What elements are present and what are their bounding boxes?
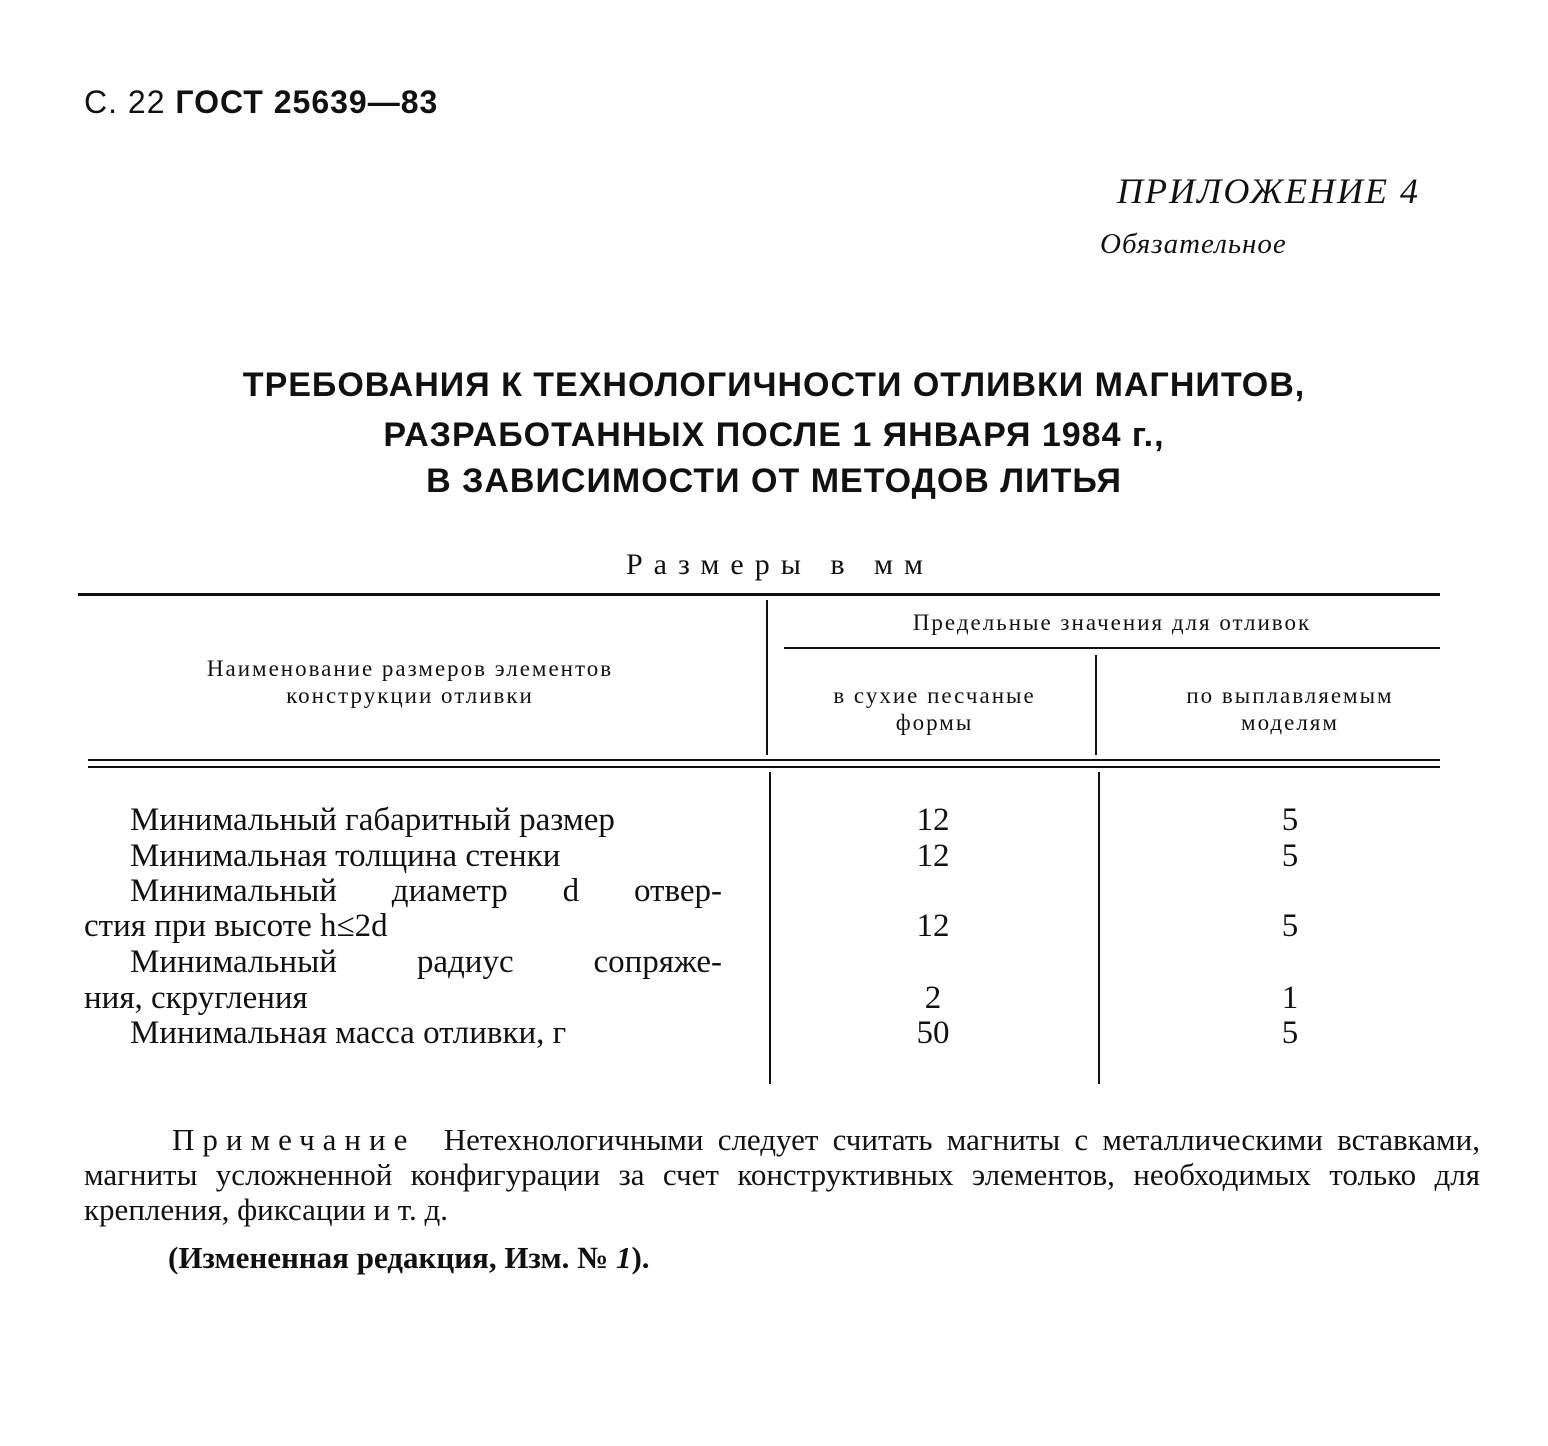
appendix-label: ПРИЛОЖЕНИЕ 4 bbox=[1117, 171, 1420, 211]
appendix-status: Обязательное bbox=[1100, 228, 1287, 260]
note-text: Нетехнологичными следует считать магниты с металлическими вставками, магниты усложненной конфигурации за счет конструктивных элементов, необходимых только для крепления, фиксации и т. д. bbox=[84, 1122, 1480, 1227]
row-1-sand: 12 bbox=[916, 802, 950, 838]
row-2-name: Минимальная толщина стенки bbox=[130, 838, 561, 874]
amendment-suffix: ). bbox=[631, 1240, 650, 1275]
row-4-name-line-1: Минимальный радиус сопряже- bbox=[130, 944, 722, 980]
row-5-name: Минимальная масса отливки, г bbox=[130, 1015, 567, 1051]
row-5-investment: 5 bbox=[1281, 1015, 1299, 1051]
row-2-investment: 5 bbox=[1281, 838, 1299, 874]
col-divider-2-body bbox=[1098, 772, 1100, 1084]
table-top-rule bbox=[78, 593, 1440, 596]
row-3-name-line-1: Минимальный диаметр d отвер- bbox=[130, 873, 722, 909]
amendment-note bbox=[168, 1240, 650, 1276]
col-sand-header: в сухие песчаные формы bbox=[833, 683, 1036, 735]
group-header: Предельные значения для отливок bbox=[912, 610, 1312, 635]
title-line-1: ТРЕБОВАНИЯ К ТЕХНОЛОГИЧНОСТИ ОТЛИВКИ МАГНИТОВ, bbox=[242, 366, 1306, 404]
header-bottom-rule-2 bbox=[88, 766, 1440, 768]
col-investment-header: по выплавляемым моделям bbox=[1186, 683, 1394, 735]
row-3-name-line-2: стия при высоте h≤2d bbox=[84, 908, 388, 944]
row-3-sand: 12 bbox=[916, 908, 950, 944]
row-3-investment: 5 bbox=[1281, 908, 1299, 944]
row-1-investment: 5 bbox=[1281, 802, 1299, 838]
page-header bbox=[84, 84, 438, 121]
col-name-header: Наименование размеров элементов конструкции отливки bbox=[206, 656, 614, 708]
group-header-rule bbox=[784, 647, 1440, 649]
amendment-number: 1 bbox=[615, 1240, 632, 1275]
note-label: Примечание bbox=[172, 1122, 416, 1157]
units-caption: Размеры в мм bbox=[626, 548, 935, 581]
row-5-sand: 50 bbox=[916, 1015, 950, 1051]
row-1-name: Минимальный габаритный размер bbox=[130, 802, 615, 838]
header-bottom-rule-1 bbox=[88, 759, 1440, 761]
title-line-3: В ЗАВИСИМОСТИ ОТ МЕТОДОВ ЛИТЬЯ bbox=[426, 462, 1122, 500]
col-divider-1-body bbox=[769, 772, 771, 1084]
row-4-name-line-2: ния, скругления bbox=[84, 980, 308, 1016]
col-divider-1-header bbox=[766, 600, 768, 755]
standard-number: ГОСТ 25639—83 bbox=[175, 84, 439, 120]
row-2-sand: 12 bbox=[916, 838, 950, 874]
note-paragraph bbox=[84, 1122, 1480, 1227]
row-4-investment: 1 bbox=[1281, 980, 1299, 1016]
page-number: С. 22 bbox=[84, 84, 166, 120]
title-line-2: РАЗРАБОТАННЫХ ПОСЛЕ 1 ЯНВАРЯ 1984 г., bbox=[383, 416, 1165, 454]
amendment-prefix: (Измененная редакция, Изм. № bbox=[168, 1240, 616, 1275]
row-4-sand: 2 bbox=[924, 980, 942, 1016]
col-divider-2-header bbox=[1095, 655, 1097, 755]
